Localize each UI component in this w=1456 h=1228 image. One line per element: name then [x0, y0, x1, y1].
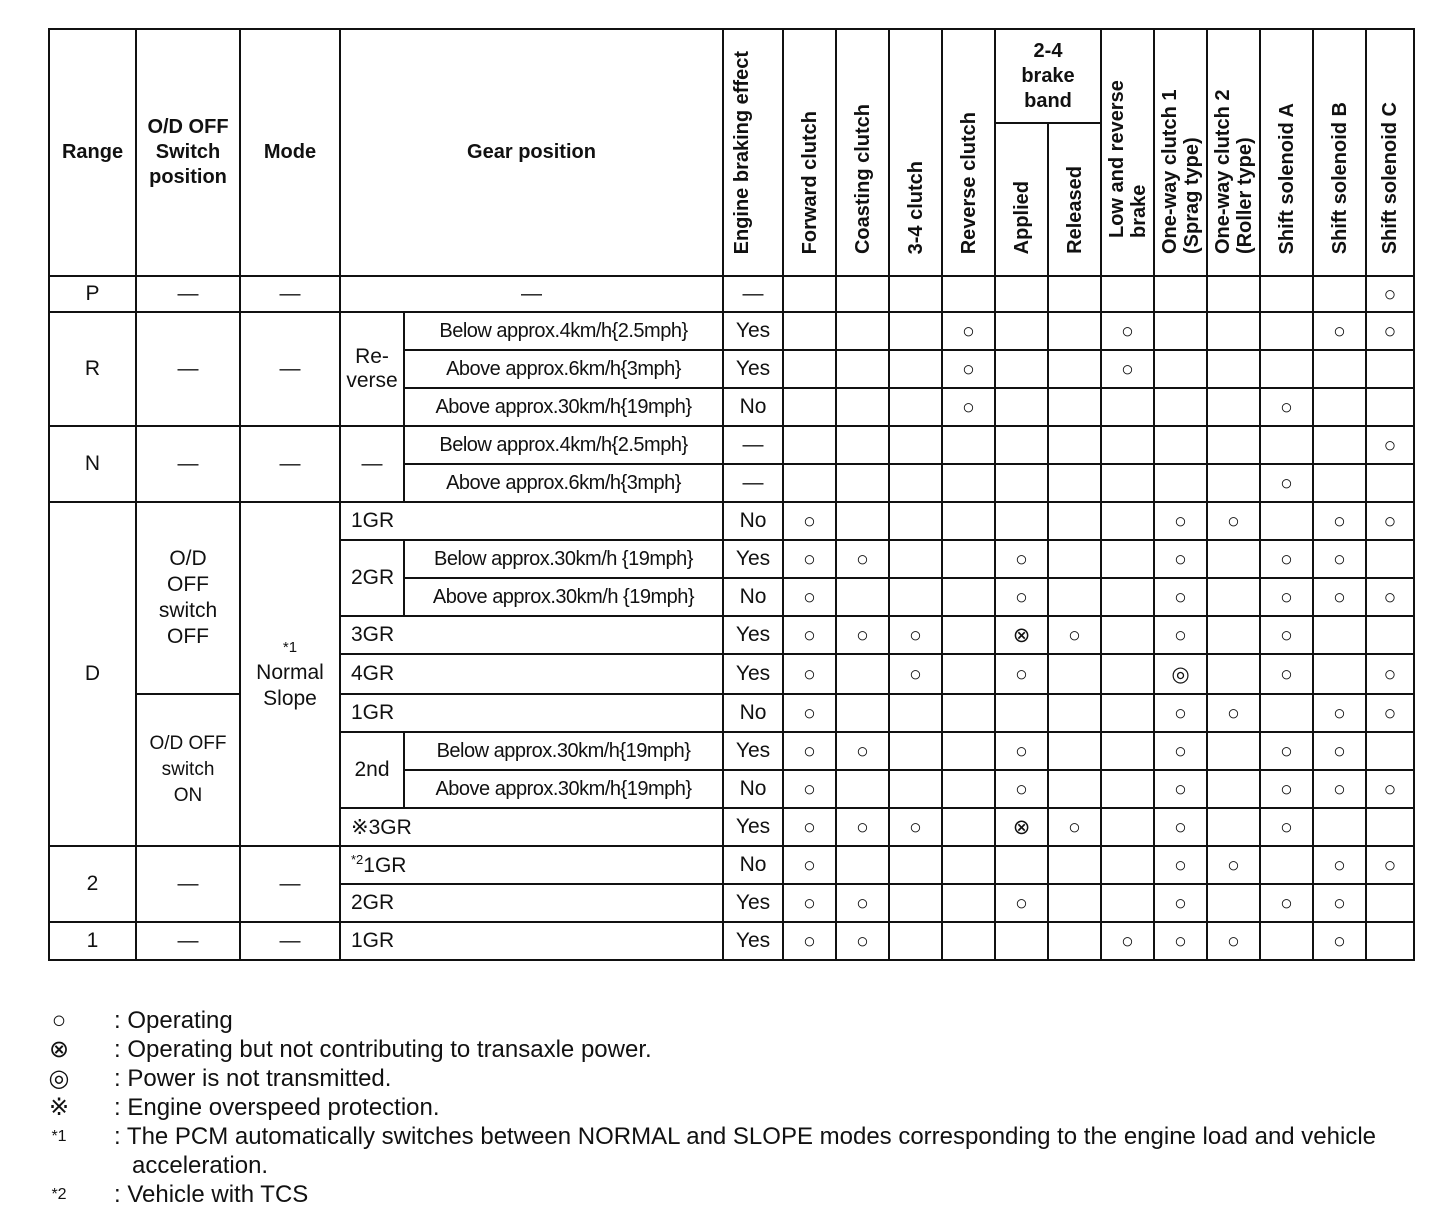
range-cell: P: [49, 276, 136, 312]
operating-mark: ○: [1260, 616, 1313, 654]
operating-mark: ○: [889, 808, 942, 846]
no-power-mark: ◎: [1154, 654, 1207, 694]
operating-mark: ○: [942, 350, 995, 388]
operating-mark: ○: [1260, 654, 1313, 694]
range-cell: R: [49, 312, 136, 426]
header-engine-braking: [723, 29, 783, 276]
braking-cell: Yes: [723, 884, 783, 922]
operating-mark: ○: [1313, 884, 1366, 922]
operating-mark: ○: [1366, 312, 1414, 350]
header-gear-position: Gear position: [340, 29, 723, 276]
header-released-label: Released: [1063, 166, 1086, 254]
operating-mark: ○: [783, 502, 836, 540]
operating-mark: ○: [1366, 578, 1414, 616]
header-34-clutch-label: 3-4 clutch: [904, 160, 927, 254]
operating-mark: ○: [995, 770, 1048, 808]
od-switch-label: O/D OFF switch OFF: [158, 547, 218, 648]
dash-cell: —: [240, 276, 340, 312]
dash-cell: —: [723, 276, 783, 312]
header-oneway-clutch-2-label: One-way clutch 2 (Roller type): [1211, 89, 1256, 254]
operating-mark: ○: [995, 654, 1048, 694]
mode-label: Normal Slope: [256, 661, 324, 710]
table-row: [49, 276, 1414, 312]
operating-mark: ○: [1260, 464, 1313, 502]
overspeed-icon: ※: [48, 1094, 70, 1121]
range-cell: 2: [49, 846, 136, 922]
braking-cell: Yes: [723, 732, 783, 770]
header-shift-solenoid-c-label: Shift solenoid C: [1379, 101, 1401, 254]
legend-text: : The PCM automatically switches between NORMAL and SLOPE modes corresponding to the engine load and vehicle acceleration.: [114, 1123, 1377, 1179]
mode-cell: [240, 502, 340, 846]
legend-item: [44, 1006, 1432, 1035]
operating-mark: ○: [1366, 846, 1414, 884]
legend-item: [44, 1180, 1432, 1209]
tcs-mark: *2: [351, 852, 364, 867]
operating-mark: ○: [1260, 578, 1313, 616]
dash-cell: —: [240, 426, 340, 502]
no-power-icon: ◎: [48, 1065, 70, 1092]
operating-icon: ○: [51, 1007, 67, 1034]
braking-cell: No: [723, 502, 783, 540]
legend-text: : Operating: [114, 1007, 233, 1034]
operating-mark: ○: [836, 922, 889, 960]
operating-mark: ○: [1366, 654, 1414, 694]
operating-mark: ○: [836, 540, 889, 578]
table-row: [49, 922, 1414, 960]
operating-mark: ○: [783, 770, 836, 808]
header-brake-band: [995, 29, 1101, 123]
operating-mark: ○: [889, 616, 942, 654]
operating-mark: ○: [1313, 770, 1366, 808]
operating-mark: ○: [1260, 388, 1313, 426]
legend-text: : Operating but not contributing to transaxle power.: [114, 1036, 652, 1063]
operating-mark: ○: [995, 732, 1048, 770]
gear-label: 2GR: [340, 540, 404, 616]
operating-mark: ○: [889, 654, 942, 694]
range-cell: N: [49, 426, 136, 502]
header-released: [1048, 123, 1101, 276]
operating-mark: ○: [1313, 540, 1366, 578]
operating-mark: ○: [1154, 884, 1207, 922]
operating-mark: ○: [836, 808, 889, 846]
braking-cell: Yes: [723, 616, 783, 654]
operating-mark: ○: [1366, 502, 1414, 540]
operating-mark: ○: [1154, 770, 1207, 808]
operating-mark: ○: [1313, 578, 1366, 616]
dash-cell: —: [136, 276, 240, 312]
header-shift-solenoid-c: [1366, 29, 1414, 276]
dash-cell: —: [723, 464, 783, 502]
condition-cell: Below approx.4km/h{2.5mph}: [404, 426, 723, 464]
operating-mark: ○: [942, 388, 995, 426]
dash-cell: —: [340, 276, 723, 312]
operating-mark: ○: [1154, 540, 1207, 578]
dash-cell: —: [340, 426, 404, 502]
operating-mark: ○: [783, 616, 836, 654]
operating-mark: ○: [1260, 540, 1313, 578]
table-row: [49, 502, 1414, 540]
condition-cell: Below approx.30km/h {19mph}: [404, 540, 723, 578]
operating-mark: ○: [783, 694, 836, 732]
header-shift-solenoid-b: [1313, 29, 1366, 276]
footnote-2-mark: *2: [51, 1186, 67, 1203]
header-oneway-clutch-1-label: One-way clutch 1 (Sprag type): [1158, 89, 1203, 254]
not-contributing-mark: ⊗: [995, 808, 1048, 846]
legend-item: [44, 1064, 1432, 1093]
operating-mark: ○: [995, 578, 1048, 616]
braking-cell: No: [723, 578, 783, 616]
operating-mark: ○: [1366, 770, 1414, 808]
braking-cell: No: [723, 388, 783, 426]
header-mode: Mode: [240, 29, 340, 276]
operating-mark: ○: [1207, 922, 1260, 960]
condition-cell: Below approx.4km/h{2.5mph}: [404, 312, 723, 350]
operating-mark: ○: [1313, 502, 1366, 540]
operating-mark: ○: [836, 732, 889, 770]
range-cell: 1: [49, 922, 136, 960]
operating-mark: ○: [1101, 312, 1154, 350]
gear-label: 1GR: [340, 502, 723, 540]
condition-cell: Above approx.30km/h{19mph}: [404, 388, 723, 426]
operating-mark: ○: [1260, 732, 1313, 770]
dash-cell: —: [136, 426, 240, 502]
condition-cell: Above approx.6km/h{3mph}: [404, 464, 723, 502]
operating-mark: ○: [942, 312, 995, 350]
gear-label: ※3GR: [340, 808, 723, 846]
header-reverse-clutch-label: Reverse clutch: [957, 111, 980, 254]
braking-cell: No: [723, 694, 783, 732]
header-shift-solenoid-a-label: Shift solenoid A: [1275, 102, 1298, 254]
operating-mark: ○: [1260, 884, 1313, 922]
header-shift-solenoid-b-label: Shift solenoid B: [1328, 101, 1351, 254]
gear-label: 2GR: [340, 884, 723, 922]
od-switch-cell: [136, 694, 240, 846]
operating-mark: ○: [836, 616, 889, 654]
operating-mark: ○: [1313, 922, 1366, 960]
operating-mark: ○: [995, 884, 1048, 922]
header-oneway-clutch-1: [1154, 29, 1207, 276]
header-oneway-clutch-2: [1207, 29, 1260, 276]
braking-cell: No: [723, 846, 783, 884]
operating-mark: ○: [1048, 808, 1101, 846]
legend-text: : Power is not transmitted.: [114, 1065, 392, 1092]
operating-mark: ○: [783, 846, 836, 884]
operating-mark: ○: [1260, 770, 1313, 808]
header-forward-clutch-label: Forward clutch: [798, 110, 821, 254]
operating-mark: ○: [1154, 616, 1207, 654]
footnote-1-mark: *1: [51, 1128, 67, 1145]
header-brake-band-label: 2-4 brake band: [1021, 39, 1075, 112]
dash-cell: —: [136, 846, 240, 922]
braking-cell: Yes: [723, 654, 783, 694]
legend-item: [44, 1122, 1432, 1180]
table-row: [49, 426, 1414, 464]
legend-item: [44, 1093, 1432, 1122]
operating-mark: ○: [1154, 922, 1207, 960]
gear-label: 1GR: [340, 694, 723, 732]
header-coasting-clutch: [836, 29, 889, 276]
header-reverse-clutch: [942, 29, 995, 276]
operating-mark: ○: [1154, 732, 1207, 770]
table-row: [49, 312, 1414, 350]
dash-cell: —: [136, 922, 240, 960]
operating-mark: ○: [1366, 426, 1414, 464]
operating-mark: ○: [1101, 922, 1154, 960]
operating-mark: ○: [1313, 846, 1366, 884]
gear-label: 1GR: [363, 854, 407, 877]
operating-mark: ○: [783, 732, 836, 770]
table-row: [49, 846, 1414, 884]
header-coasting-clutch-label: Coasting clutch: [851, 103, 874, 254]
legend: [44, 1006, 1432, 1209]
operating-mark: ○: [1101, 350, 1154, 388]
dash-cell: —: [240, 312, 340, 426]
header-low-reverse-brake-label: Low and reverse brake: [1105, 80, 1150, 238]
gear-cell: [340, 846, 723, 884]
operating-mark: ○: [1313, 694, 1366, 732]
braking-cell: Yes: [723, 922, 783, 960]
operating-mark: ○: [995, 540, 1048, 578]
operating-mark: ○: [1154, 846, 1207, 884]
not-contributing-mark: ⊗: [995, 616, 1048, 654]
condition-cell: Above approx.6km/h{3mph}: [404, 350, 723, 388]
header-applied: [995, 123, 1048, 276]
operating-mark: ○: [1207, 502, 1260, 540]
operating-mark: ○: [1260, 808, 1313, 846]
od-switch-label: O/D OFF switch ON: [149, 733, 227, 806]
mode-mark: *1: [282, 639, 298, 656]
not-contributing-icon: ⊗: [48, 1036, 70, 1063]
operating-mark: ○: [783, 808, 836, 846]
gear-cell: [340, 312, 404, 426]
operating-mark: ○: [1366, 276, 1414, 312]
operating-mark: ○: [1154, 694, 1207, 732]
operating-mark: ○: [1154, 502, 1207, 540]
operating-mark: ○: [783, 540, 836, 578]
od-switch-cell: [136, 502, 240, 694]
braking-cell: No: [723, 770, 783, 808]
header-od-switch: O/D OFF Switch position: [136, 29, 240, 276]
condition-cell: Above approx.30km/h {19mph}: [404, 578, 723, 616]
legend-text: : Vehicle with TCS: [114, 1181, 309, 1208]
legend-item: [44, 1035, 1432, 1064]
operating-mark: ○: [1154, 808, 1207, 846]
header-shift-solenoid-a: [1260, 29, 1313, 276]
header-engine-braking-label: Engine braking effect: [731, 50, 753, 254]
condition-cell: Below approx.30km/h{19mph}: [404, 732, 723, 770]
braking-cell: Yes: [723, 312, 783, 350]
dash-cell: —: [723, 426, 783, 464]
operating-mark: ○: [783, 922, 836, 960]
braking-cell: Yes: [723, 808, 783, 846]
gear-label: 1GR: [340, 922, 723, 960]
operating-mark: ○: [783, 578, 836, 616]
header-applied-label: Applied: [1010, 180, 1033, 254]
operating-mark: ○: [1313, 312, 1366, 350]
braking-cell: Yes: [723, 350, 783, 388]
gear-label: 4GR: [340, 654, 723, 694]
header-range: Range: [49, 29, 136, 276]
gear-label: 2nd: [340, 732, 404, 808]
operating-mark: ○: [1313, 732, 1366, 770]
operating-mark: ○: [1154, 578, 1207, 616]
operating-mark: ○: [783, 884, 836, 922]
header-34-clutch: [889, 29, 942, 276]
operating-mark: ○: [836, 884, 889, 922]
operating-mark: ○: [1207, 694, 1260, 732]
operating-mark: ○: [1207, 846, 1260, 884]
operating-mark: ○: [1048, 616, 1101, 654]
dash-cell: —: [240, 846, 340, 922]
braking-cell: Yes: [723, 540, 783, 578]
dash-cell: —: [240, 922, 340, 960]
gear-label: Re-verse: [346, 345, 398, 392]
gear-label: 3GR: [340, 616, 723, 654]
header-low-reverse-brake: [1101, 29, 1154, 276]
operating-mark: ○: [783, 654, 836, 694]
range-cell: D: [49, 502, 136, 846]
condition-cell: Above approx.30km/h{19mph}: [404, 770, 723, 808]
dash-cell: —: [136, 312, 240, 426]
operating-mark: ○: [1366, 694, 1414, 732]
operation-table: [48, 28, 1415, 961]
header-forward-clutch: [783, 29, 836, 276]
legend-text: : Engine overspeed protection.: [114, 1094, 440, 1121]
